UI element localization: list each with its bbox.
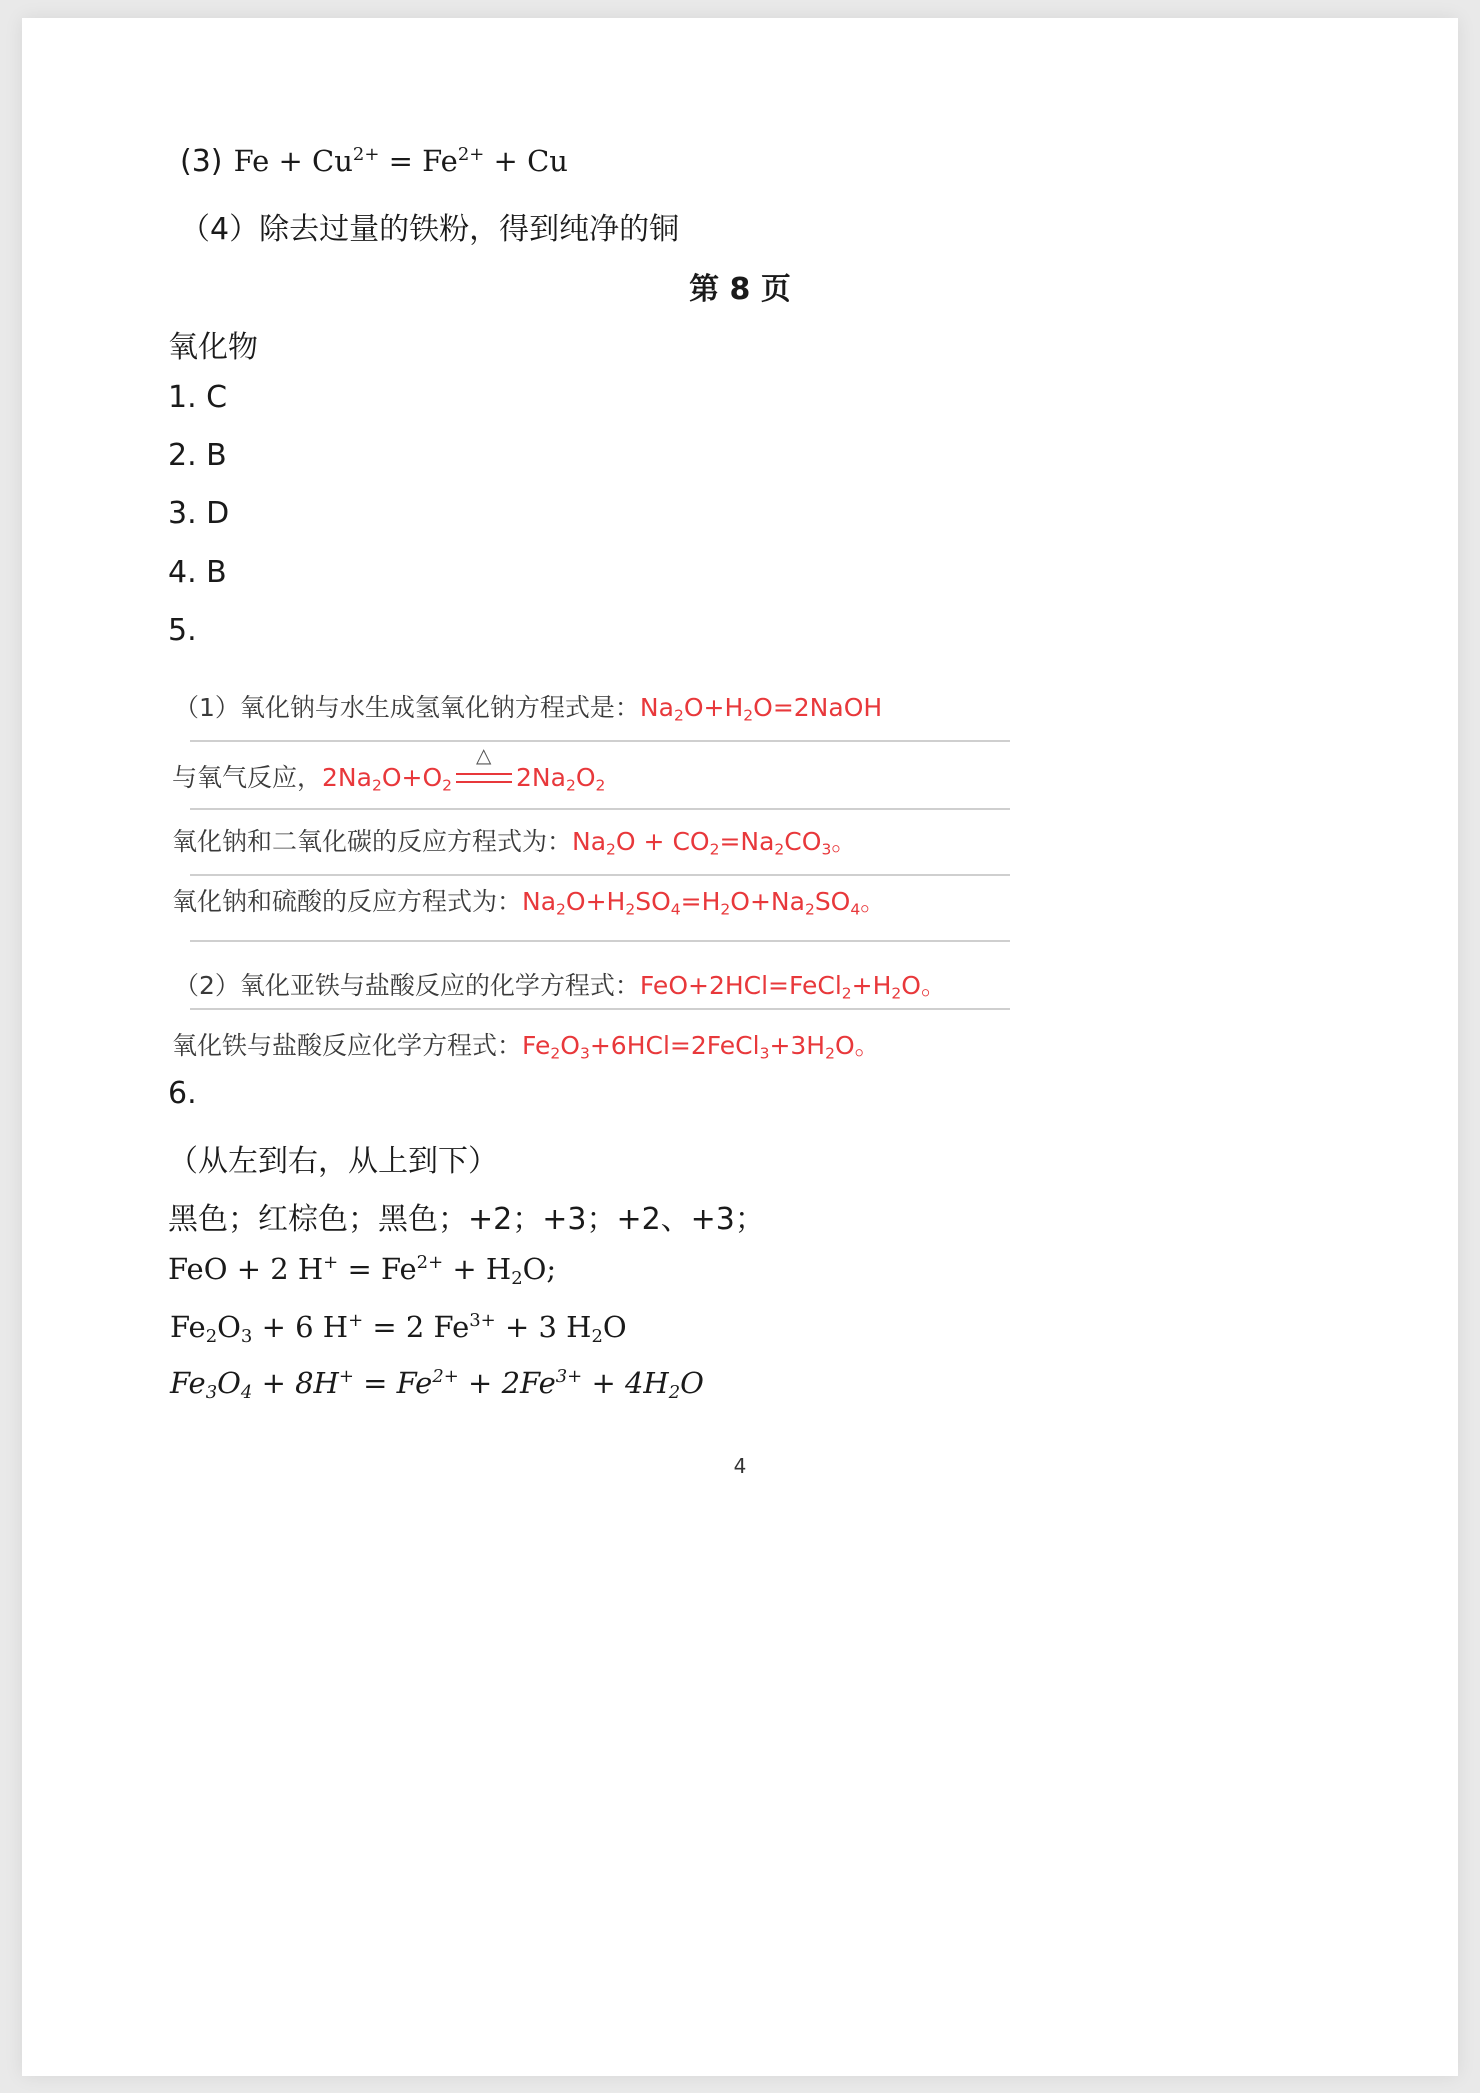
- answer-item-3: 3. D: [168, 496, 230, 531]
- q5-line-2: 与氧气反应，$2Na_2O+O_2$ △ $2Na_2O_2$: [172, 743, 606, 795]
- divider: [190, 740, 1010, 742]
- divider: [190, 1008, 1010, 1010]
- answer-item-5: 5.: [168, 613, 197, 648]
- answer-3-label: (3): [180, 144, 223, 179]
- page-heading: 第 8 页: [689, 272, 791, 307]
- document-page: [22, 18, 1458, 2076]
- answer-3-equation: (3) $Fe + Cu^{2+} = Fe^{2+} + Cu$: [180, 143, 568, 179]
- q6-equation-2: $Fe_2O_3 + 6$ H+ = 2 $Fe^{3+} + 3$ $H_2O$: [170, 1309, 627, 1348]
- q6-order-note: （从左到右，从上到下）: [168, 1144, 498, 1179]
- answer-4-text: （4）除去过量的铁粉，得到纯净的铜: [180, 212, 680, 247]
- divider: [190, 808, 1010, 810]
- q5-line-4: 氧化钠和硫酸的反应方程式为：$Na_2O+H_2SO_4=H_2O+Na_2SO_4$。: [172, 887, 886, 919]
- q6-equation-1: FeO + 2 $H^+ = Fe^{2+} + H_2O$;: [168, 1251, 557, 1290]
- q5-line-5: （2）氧化亚铁与盐酸反应的化学方程式：$FeO+2HCl=FeCl_2+H_2O$。: [174, 971, 946, 1003]
- q6-colors: 黑色；红棕色；黑色；+2；+3；+2、+3；: [168, 1202, 765, 1237]
- q5-line-6: 氧化铁与盐酸反应化学方程式：$Fe_2O_3+6HCl=2FeCl_3+3H_2O$。: [172, 1031, 880, 1063]
- divider: [190, 940, 1010, 942]
- section-title: 氧化物: [168, 330, 258, 365]
- page-number: 4: [733, 1454, 747, 1478]
- answer-item-1: 1. C: [168, 380, 228, 415]
- divider: [190, 874, 1010, 876]
- answer-item-4: 4. B: [168, 555, 227, 590]
- q5-line-1: （1）氧化钠与水生成氢氧化钠方程式是：$Na_2O+H_2O=2NaOH$: [174, 693, 883, 725]
- heat-equals-sign: △: [456, 769, 512, 789]
- q5-line-3: 氧化钠和二氧化碳的反应方程式为：$Na_2O + CO_2=Na_2CO_3$。: [172, 827, 857, 859]
- q6-equation-3: $Fe_3O_4 + 8H^+ = Fe^{2+} + 2Fe^{3+} + 4H_2O$: [170, 1365, 704, 1404]
- answer-item-6: 6.: [168, 1076, 197, 1111]
- answer-item-2: 2. B: [168, 438, 227, 473]
